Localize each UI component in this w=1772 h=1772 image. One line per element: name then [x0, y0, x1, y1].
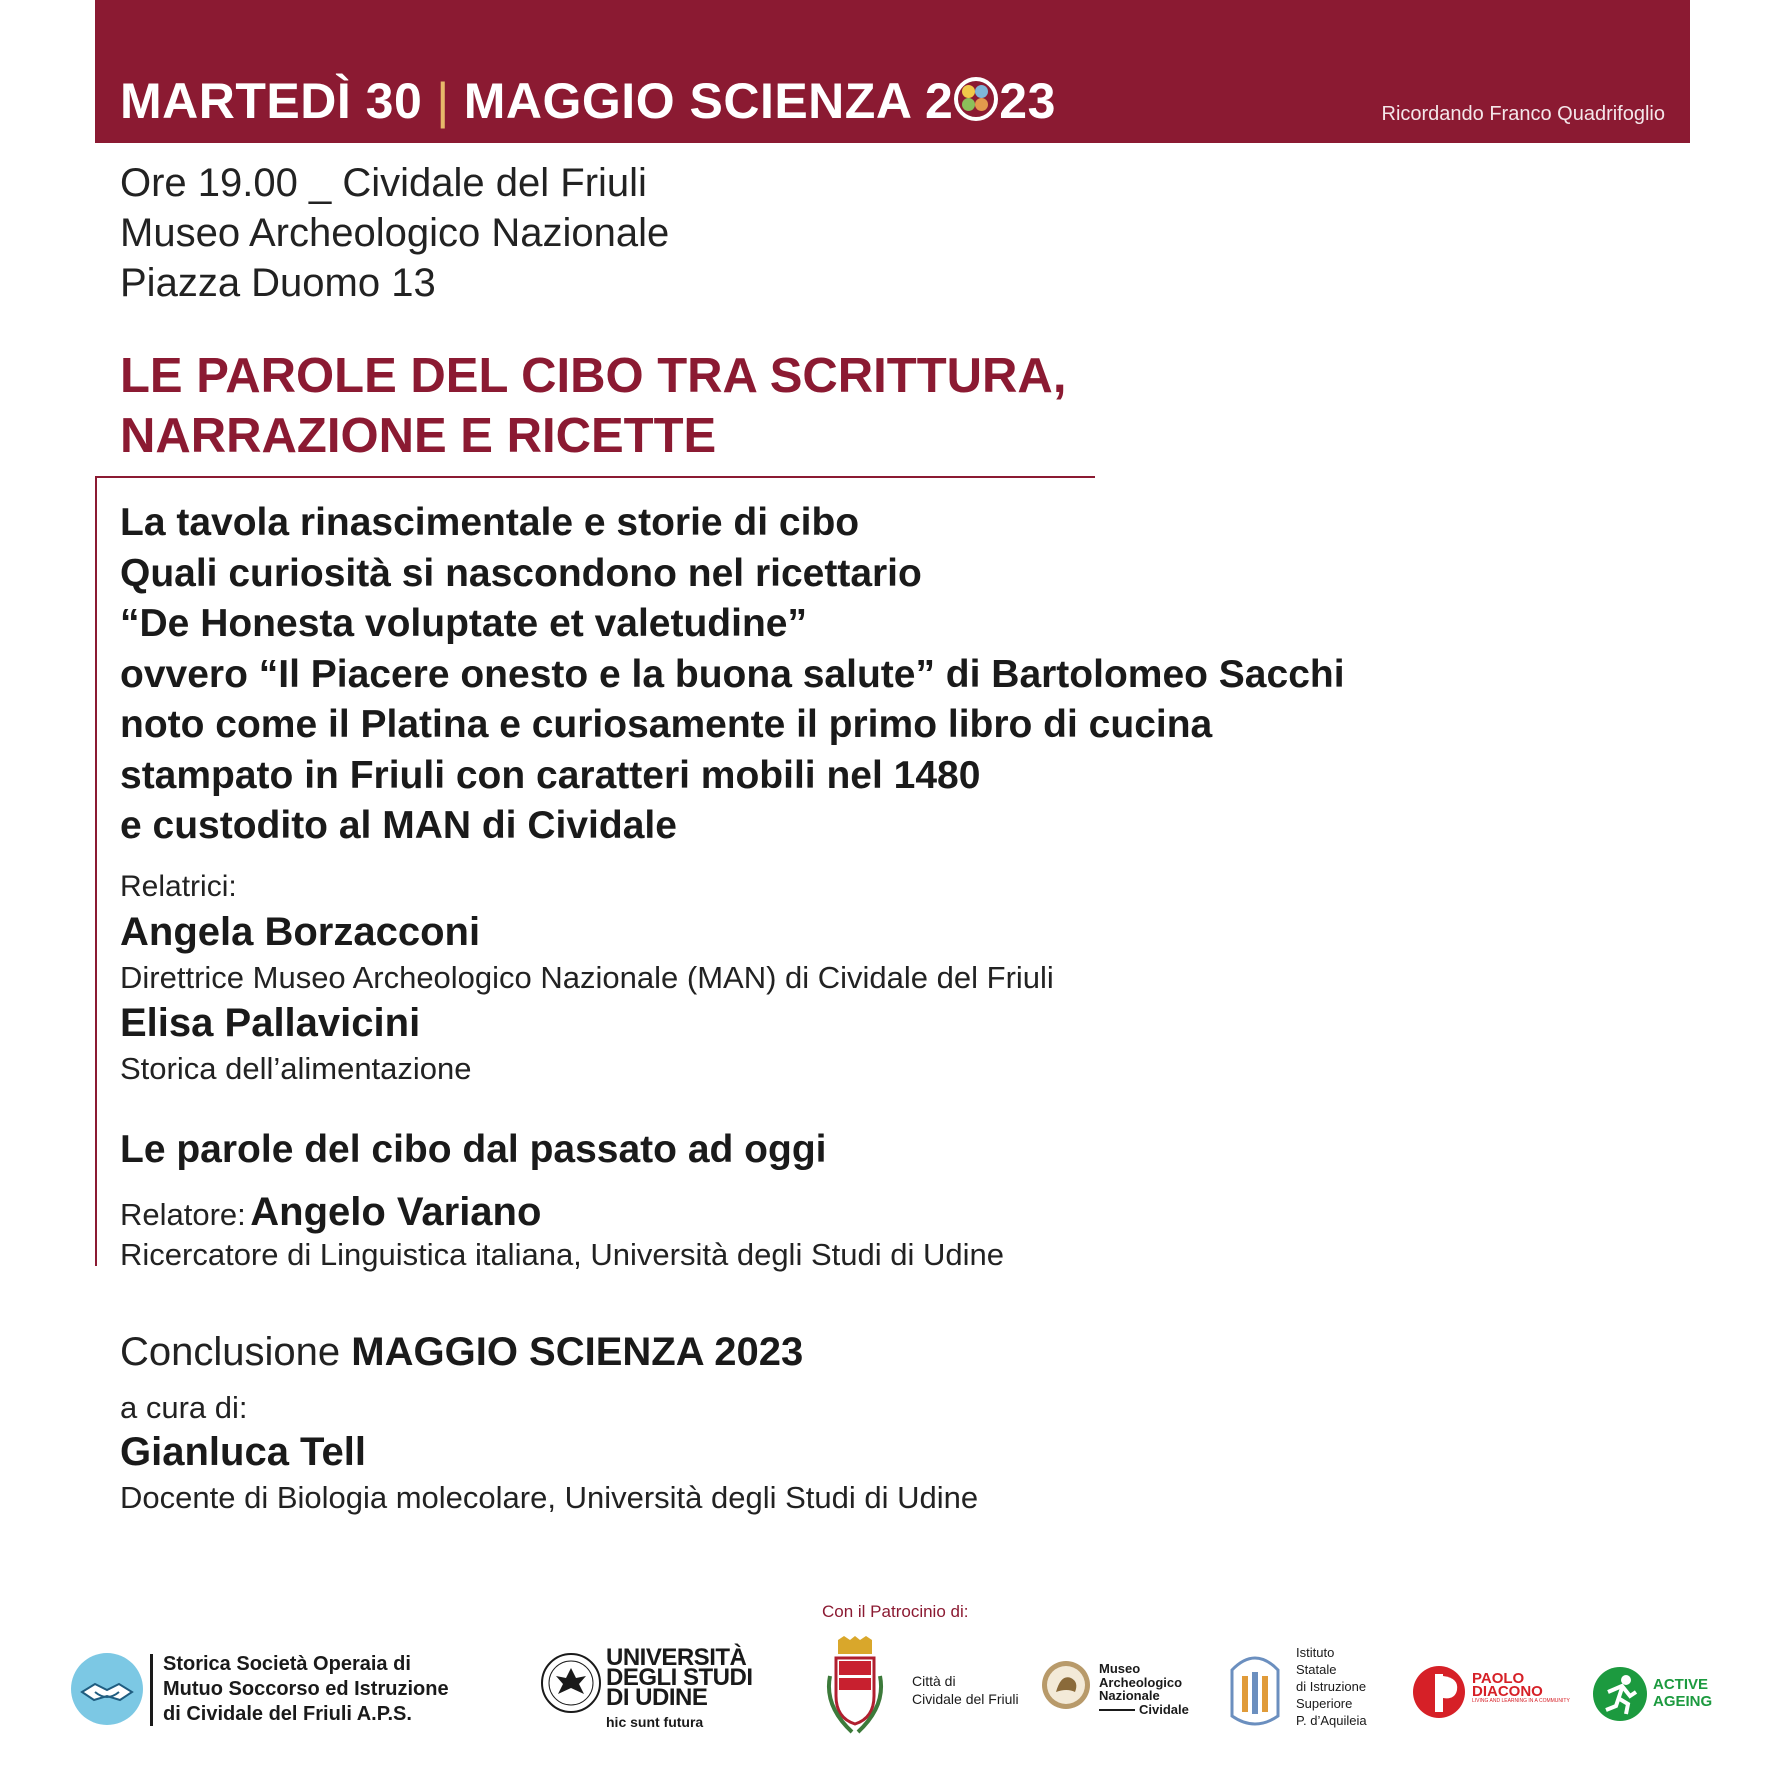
- active-ageing-name-line: ACTIVE: [1653, 1676, 1709, 1693]
- main-title-line-1: LE PAROLE DEL CIBO TRA SCRITTURA,: [120, 349, 1067, 403]
- society-name-line: Storica Società Operaia di: [163, 1653, 411, 1675]
- talk-1-line: noto come il Platina e curiosamente il primo libro di cucina: [120, 703, 1213, 746]
- talk-1-line: ovvero “Il Piacere onesto e la buona salute” di Bartolomeo Sacchi: [120, 652, 1345, 696]
- museum-name-line: Museo: [1099, 1661, 1141, 1676]
- curated-by-label: a cura di:: [120, 1390, 248, 1425]
- patronage-label: Con il Patrocinio di:: [822, 1602, 969, 1621]
- header-band: [95, 0, 1690, 143]
- talk-1-line: La tavola rinascimentale e storie di cibo: [120, 501, 860, 544]
- university-name-line: UNIVERSITÀ: [606, 1644, 747, 1671]
- school-name: [1296, 1644, 1367, 1729]
- talk-1-line: Quali curiosità si nascondono nel ricettario: [120, 551, 922, 595]
- active-ageing-name: [1653, 1676, 1712, 1710]
- talk-1-line: stampato in Friuli con caratteri mobili nel 1480: [120, 753, 981, 797]
- talk-1-line: e custodito al MAN di Cividale: [120, 804, 677, 847]
- series-title-start: MAGGIO SCIENZA 2: [463, 73, 954, 129]
- section-divider-horizontal: [95, 476, 1095, 478]
- event-venue: Museo Archeologico Nazionale: [120, 211, 670, 255]
- eagle-seal-icon: [540, 1652, 602, 1714]
- school-name-line: di Istruzione: [1296, 1679, 1367, 1694]
- speaker-role: Direttrice Museo Archeologico Nazionale (MAN) di Cividale del Friuli: [120, 960, 1054, 995]
- society-name-line: Mutuo Soccorso ed Istruzione: [163, 1678, 449, 1700]
- conclusion-heading: [120, 1330, 803, 1375]
- school-name-line: Istituto: [1296, 1645, 1335, 1660]
- paolo-diacono-logo-icon: [1411, 1664, 1467, 1720]
- city-name-line: Città di: [912, 1673, 956, 1689]
- talk-2-speaker: [120, 1190, 541, 1235]
- clover-zero-icon: [954, 77, 998, 121]
- speaker-name: Angelo Variano: [250, 1190, 542, 1234]
- museum-name-line: Archeologico: [1099, 1674, 1183, 1690]
- speaker-label: Relatore:: [120, 1197, 246, 1232]
- tribute-text: Ricordando Franco Quadrifoglio: [1381, 103, 1665, 125]
- city-name: [912, 1672, 1019, 1708]
- school-name-line: Statale: [1296, 1662, 1337, 1677]
- curator-role: Docente di Biologia molecolare, Università degli Studi di Udine: [120, 1480, 979, 1515]
- speaker-role: Ricercatore di Linguistica italiana, Università degli Studi di Udine: [120, 1237, 1004, 1272]
- paolo-diacono-name: [1472, 1672, 1570, 1705]
- paolo-diacono-tagline: LIVING AND LEARNING IN A COMMUNITY: [1472, 1698, 1570, 1704]
- event-address: Piazza Duomo 13: [120, 261, 436, 305]
- speaker-role: Storica dell’alimentazione: [120, 1051, 472, 1086]
- society-name: [163, 1652, 449, 1727]
- school-name-line: P. d’Aquileia: [1296, 1713, 1367, 1728]
- paolo-diacono-name-line: PAOLO: [1472, 1670, 1525, 1687]
- school-name-line: Superiore: [1296, 1696, 1353, 1711]
- museum-name-rule: [1099, 1709, 1135, 1711]
- city-name-line: Cividale del Friuli: [912, 1691, 1019, 1707]
- speakers-label: Relatrici:: [120, 870, 237, 903]
- museum-name-line: Nazionale: [1099, 1688, 1160, 1703]
- active-ageing-name-line: AGEING: [1653, 1693, 1713, 1710]
- speaker-name: Elisa Pallavicini: [120, 1001, 421, 1045]
- event-date-title: [120, 72, 1056, 130]
- conclusion-event-name: MAGGIO SCIENZA 2023: [351, 1330, 804, 1374]
- section-divider-vertical: [95, 476, 97, 1266]
- school-emblem-icon: [1226, 1646, 1284, 1730]
- event-time-place: Ore 19.00 _ Cividale del Friuli: [120, 161, 647, 205]
- curator-name: Gianluca Tell: [120, 1430, 366, 1474]
- coat-of-arms-icon: [822, 1636, 888, 1742]
- society-name-line: di Cividale del Friuli A.P.S.: [163, 1703, 412, 1725]
- talk-1-description: [120, 498, 1345, 852]
- event-date: MARTEDÌ 30: [120, 73, 423, 129]
- university-name: [606, 1644, 753, 1711]
- main-title: [120, 346, 1066, 466]
- main-title-line-2: NARRAZIONE E RICETTE: [120, 409, 717, 463]
- talk-1-line: “De Honesta voluptate et valetudine”: [120, 602, 807, 645]
- museum-name-line: Cividale: [1139, 1701, 1189, 1717]
- talk-2-title: Le parole del cibo dal passato ad oggi: [120, 1128, 827, 1171]
- museum-emblem-icon: [1041, 1660, 1091, 1710]
- university-name-line: DI UDINE: [606, 1684, 708, 1711]
- museum-name: [1099, 1662, 1189, 1716]
- speaker-name: Angela Borzacconi: [120, 910, 481, 954]
- series-title-end: 23: [999, 73, 1056, 129]
- university-name-line: DEGLI STUDI: [606, 1664, 753, 1691]
- conclusion-prefix: Conclusione: [120, 1330, 341, 1374]
- title-separator: |: [436, 73, 450, 129]
- university-motto: hic sunt futura: [606, 1714, 704, 1730]
- society-logo-divider: [150, 1654, 153, 1726]
- event-info: [120, 158, 669, 308]
- paolo-diacono-name-line: DIACONO: [1472, 1683, 1543, 1700]
- handshake-icon: [70, 1652, 144, 1726]
- active-ageing-runner-icon: [1592, 1666, 1648, 1722]
